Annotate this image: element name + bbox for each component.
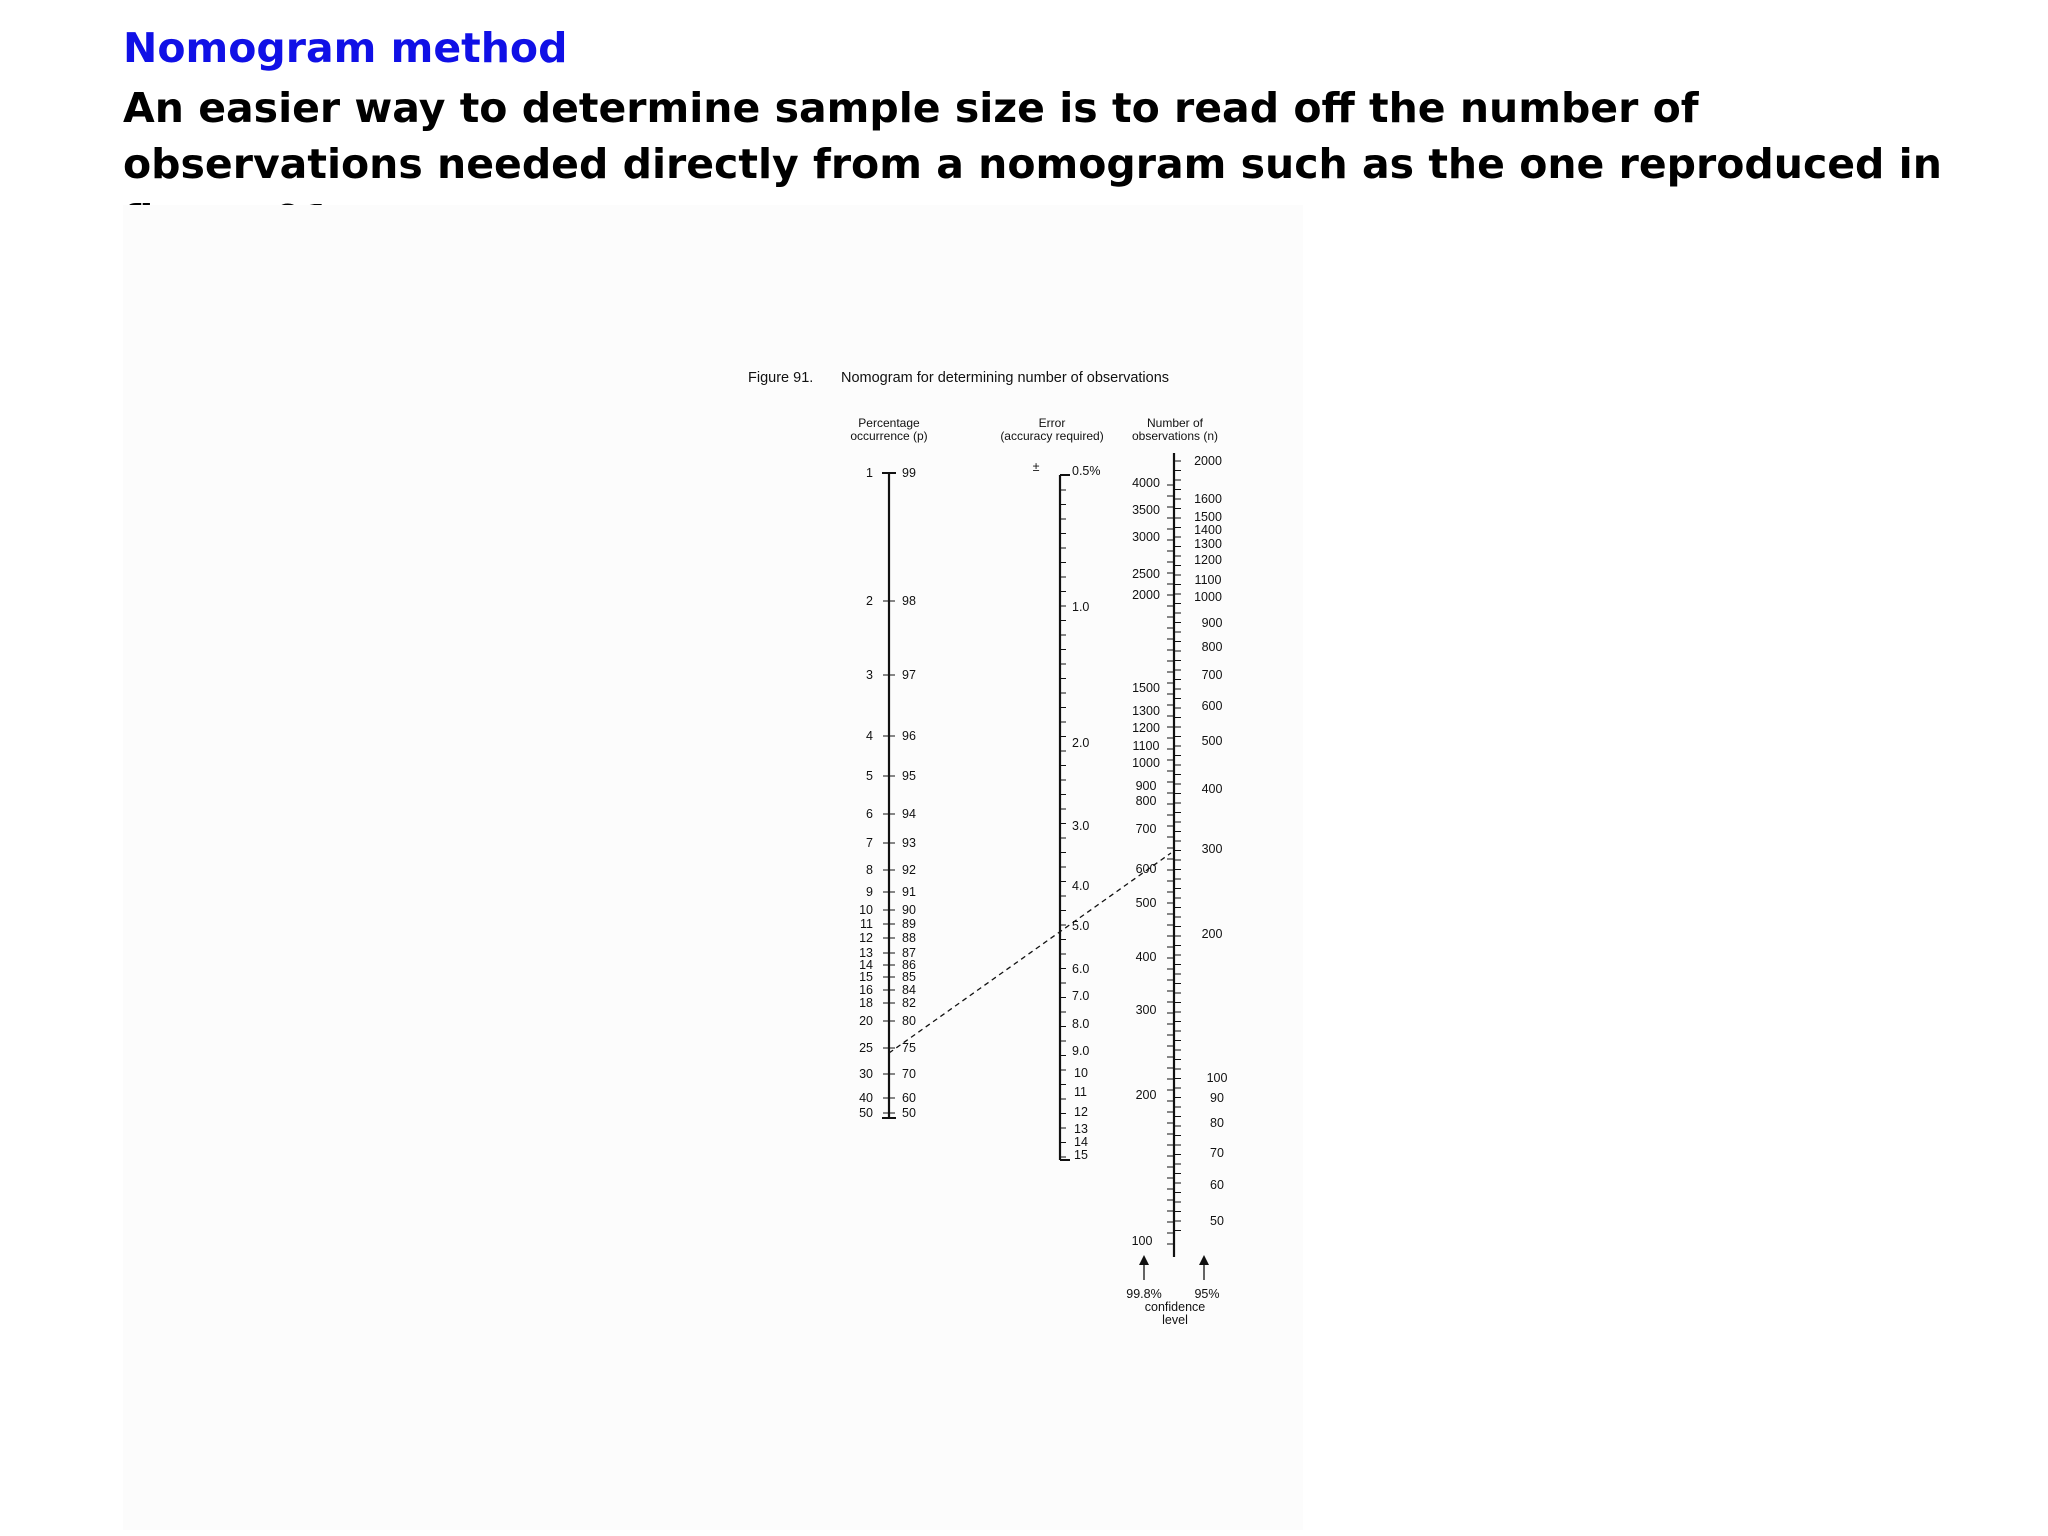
error-label: 10	[1074, 1066, 1088, 1080]
p-left-labels	[859, 466, 873, 1120]
p-right-label: 86	[902, 958, 916, 972]
p-left-label: 1	[866, 466, 873, 480]
n-right-label: 100	[1206, 1071, 1228, 1085]
n-right-label: 300	[1201, 842, 1223, 856]
n-right-label: 500	[1201, 734, 1223, 748]
p-right-label: 88	[902, 931, 916, 945]
n-left-label: 1300	[1132, 704, 1160, 718]
n-right-label: 400	[1201, 782, 1223, 796]
p-left-label: 9	[866, 885, 873, 899]
p-left-label: 10	[859, 903, 873, 917]
n-right-label: 1300	[1194, 537, 1222, 551]
n-left-label: 2000	[1132, 588, 1160, 602]
p-header-line1: Percentage	[858, 416, 920, 430]
n-left-label: 600	[1135, 862, 1157, 876]
confidence-label-line1: confidence	[1144, 1300, 1206, 1314]
n-right-label: 80	[1210, 1116, 1224, 1130]
p-left-label: 13	[859, 946, 873, 960]
error-label: 6.0	[1072, 962, 1090, 976]
error-label: 4.0	[1072, 879, 1090, 893]
n-left-label: 3000	[1132, 530, 1160, 544]
p-right-label: 96	[902, 729, 916, 743]
e-header-line1: Error	[1038, 416, 1066, 430]
figure-panel	[123, 205, 1303, 1530]
figure-caption: Nomogram for determining number of observations	[841, 370, 1170, 386]
p-right-labels	[902, 466, 916, 1120]
n-right-label: 1000	[1194, 590, 1222, 604]
p-right-label: 75	[902, 1041, 916, 1055]
p-left-label: 5	[866, 769, 873, 783]
error-label: 15	[1074, 1148, 1088, 1162]
slide-title: Nomogram method	[123, 24, 568, 72]
p-right-label: 91	[902, 885, 916, 899]
example-dashed-line	[889, 853, 1171, 1053]
n-left-label: 100	[1131, 1234, 1153, 1248]
arrow-up-icon	[1199, 1255, 1209, 1265]
n-left-label: 1500	[1132, 681, 1160, 695]
error-label: 5.0	[1072, 919, 1090, 933]
p-right-label: 70	[902, 1067, 916, 1081]
error-label: 3.0	[1072, 819, 1090, 833]
p-left-label: 3	[866, 668, 873, 682]
n-left-label: 1200	[1132, 721, 1160, 735]
n-left-label: 4000	[1132, 476, 1160, 490]
n-left-label: 900	[1135, 779, 1157, 793]
p-right-label: 84	[902, 983, 916, 997]
error-label: 0.5%	[1072, 464, 1101, 478]
p-left-label: 15	[859, 970, 873, 984]
p-left-label: 8	[866, 863, 873, 877]
p-right-label: 89	[902, 917, 916, 931]
n-left-label: 2500	[1132, 567, 1160, 581]
p-right-label: 90	[902, 903, 916, 917]
plus-minus-sign: ±	[1032, 460, 1040, 474]
n-right-label: 800	[1201, 640, 1223, 654]
n-right-label: 1200	[1194, 553, 1222, 567]
n-right-label: 70	[1210, 1146, 1224, 1160]
p-right-label: 87	[902, 946, 916, 960]
error-label: 14	[1074, 1135, 1088, 1149]
p-right-label: 97	[902, 668, 916, 682]
p-left-label: 25	[859, 1041, 873, 1055]
slide-body-text: An easier way to determine sample size is to read off the number of observations needed directly from a nomogram such as the one reproduced in	[123, 84, 1942, 188]
n-right-label: 900	[1201, 616, 1223, 630]
p-right-label: 94	[902, 807, 916, 821]
n-left-label: 3500	[1132, 503, 1160, 517]
p-left-label: 30	[859, 1067, 873, 1081]
error-label: 9.0	[1072, 1044, 1090, 1058]
p-right-label: 99	[902, 466, 916, 480]
p-left-label: 16	[859, 983, 873, 997]
p-right-label: 82	[902, 996, 916, 1010]
p-left-label: 7	[866, 836, 873, 850]
error-label: 7.0	[1072, 989, 1090, 1003]
n-header-line1: Number of	[1146, 416, 1204, 430]
p-left-label: 6	[866, 807, 873, 821]
error-label: 1.0	[1072, 600, 1090, 614]
n-right-label: 60	[1210, 1178, 1224, 1192]
n-right-label: 90	[1210, 1091, 1224, 1105]
p-right-label: 60	[902, 1091, 916, 1105]
n-header-line2: observations (n)	[1131, 429, 1219, 443]
n-right-label: 1500	[1194, 510, 1222, 524]
n-right-label: 700	[1201, 668, 1223, 682]
n-left-label: 700	[1135, 822, 1157, 836]
p-left-label: 4	[866, 729, 873, 743]
error-label: 8.0	[1072, 1017, 1090, 1031]
n-right-labels	[1194, 454, 1227, 1228]
p-right-label: 80	[902, 1014, 916, 1028]
figure-number: Figure 91.	[748, 370, 814, 386]
n-left-label: 200	[1135, 1088, 1157, 1102]
confidence-label-line2: level	[1162, 1313, 1188, 1327]
error-label: 12	[1074, 1105, 1088, 1119]
arrow-up-icon	[1139, 1255, 1149, 1265]
n-right-label: 50	[1210, 1214, 1224, 1228]
p-right-label: 98	[902, 594, 916, 608]
n-right-label: 1600	[1194, 492, 1222, 506]
error-label: 13	[1074, 1122, 1088, 1136]
n-right-label: 1100	[1194, 573, 1222, 587]
n-right-label: 200	[1201, 927, 1223, 941]
error-label: 11	[1074, 1085, 1087, 1099]
p-right-label: 93	[902, 836, 916, 850]
e-header-line2: (accuracy required)	[1000, 429, 1104, 443]
n-left-label: 400	[1135, 950, 1157, 964]
nomogram-figure	[123, 205, 1303, 1530]
p-right-label: 92	[902, 863, 916, 877]
p-left-label: 11	[860, 917, 873, 931]
n-left-label: 800	[1135, 794, 1157, 808]
n-left-labels	[1132, 476, 1160, 1248]
p-header-line2: occurrence (p)	[850, 429, 928, 443]
n-right-label: 1400	[1194, 523, 1222, 537]
n-left-label: 1000	[1132, 756, 1160, 770]
confidence-99-8-label: 99.8%	[1126, 1287, 1162, 1301]
p-right-label: 95	[902, 769, 916, 783]
error-label: 2.0	[1072, 736, 1090, 750]
n-left-label: 1100	[1132, 739, 1160, 753]
p-left-label: 20	[859, 1014, 873, 1028]
n-left-label: 500	[1135, 896, 1157, 910]
confidence-95-label: 95%	[1194, 1287, 1220, 1301]
p-left-label: 14	[859, 958, 873, 972]
p-left-label: 18	[859, 996, 873, 1010]
p-left-label: 40	[859, 1091, 873, 1105]
p-left-label: 50	[859, 1106, 873, 1120]
n-right-label: 600	[1201, 699, 1223, 713]
error-labels	[1072, 464, 1101, 1162]
p-right-label: 50	[902, 1106, 916, 1120]
n-left-label: 300	[1135, 1003, 1157, 1017]
p-left-label: 2	[866, 594, 873, 608]
p-right-label: 85	[902, 970, 916, 984]
n-right-label: 2000	[1194, 454, 1222, 468]
p-left-label: 12	[859, 931, 873, 945]
